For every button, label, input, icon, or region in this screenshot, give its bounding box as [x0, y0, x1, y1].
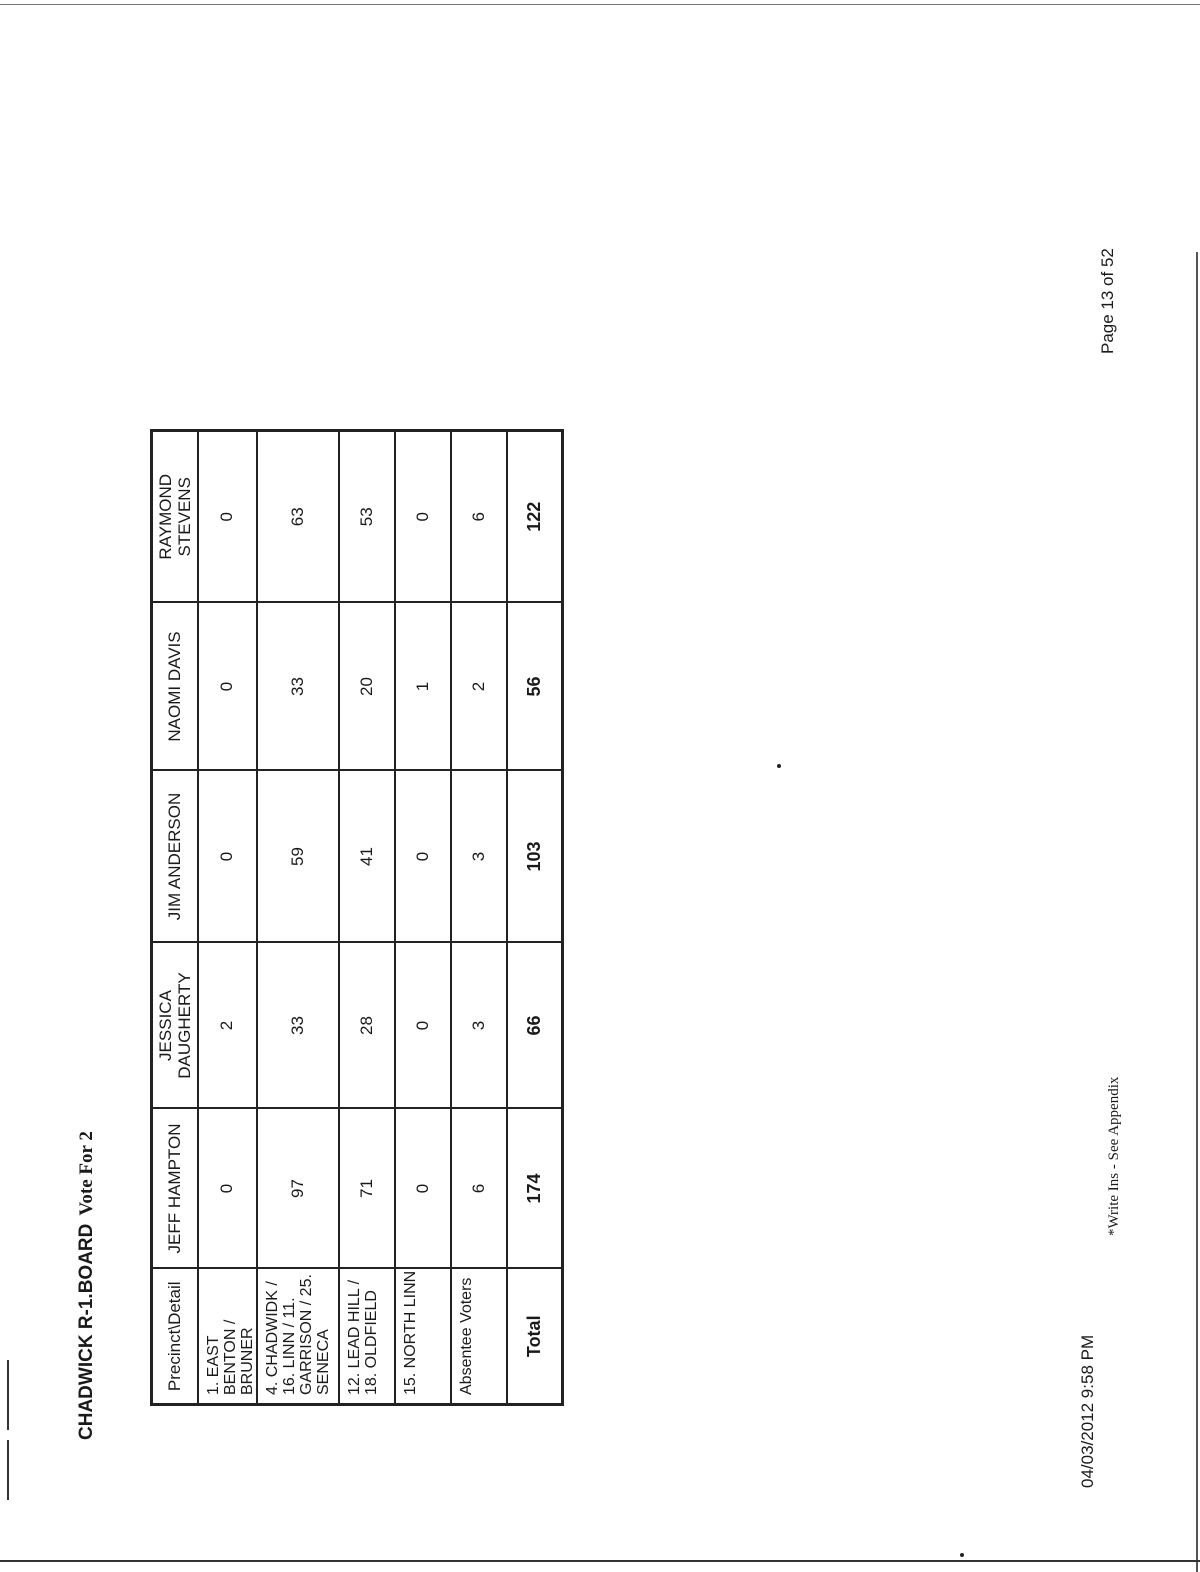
vote-cell: 2 — [198, 943, 257, 1109]
column-header: NAOMI DAVIS — [152, 603, 198, 771]
vote-cell: 2 — [451, 603, 507, 771]
contest-name: CHADWICK R-1.BOARD — [76, 1223, 97, 1440]
vote-cell: 71 — [339, 1109, 395, 1269]
column-header: JEFF HAMPTON — [152, 1109, 198, 1269]
column-header: JESSICA DAUGHERTY — [152, 943, 198, 1109]
total-cell: 103 — [507, 771, 563, 943]
column-header: JIM ANDERSON — [152, 771, 198, 943]
vote-cell: 33 — [257, 603, 339, 771]
table-row — [257, 431, 339, 1405]
table-row — [395, 431, 451, 1405]
vote-cell: 0 — [395, 431, 451, 603]
vote-cell: 20 — [339, 603, 395, 771]
total-label: Total — [507, 1269, 563, 1405]
vote-cell: 97 — [257, 1109, 339, 1269]
column-header: Precinct\Detail — [152, 1269, 198, 1405]
report-datetime: 04/03/2012 9:58 PM — [1078, 1334, 1097, 1488]
table-row — [451, 431, 507, 1405]
precinct-cell: 12. LEAD HILL / 18. OLDFIELD — [339, 1269, 395, 1405]
report-title — [76, 1131, 98, 1440]
vote-cell: 59 — [257, 771, 339, 943]
page-number: Page 13 of 52 — [1098, 248, 1117, 354]
column-header: RAYMOND STEVENS — [152, 431, 198, 603]
table-row — [339, 431, 395, 1405]
total-cell: 56 — [507, 603, 563, 771]
vote-cell: 41 — [339, 771, 395, 943]
total-row — [507, 431, 563, 1405]
vote-cell: 1 — [395, 603, 451, 771]
vote-for-label: Vote For 2 — [76, 1131, 97, 1216]
vote-cell: 3 — [451, 943, 507, 1109]
vote-cell: 0 — [395, 943, 451, 1109]
vote-cell: 0 — [198, 431, 257, 603]
vote-cell: 0 — [395, 771, 451, 943]
precinct-cell: 4. CHADWIDK / 16. LINN / 11. GARRISON / 25. SENECA — [257, 1269, 339, 1405]
total-cell: 122 — [507, 431, 563, 603]
vote-cell: 6 — [451, 1109, 507, 1269]
vote-cell: 0 — [395, 1109, 451, 1269]
total-cell: 66 — [507, 943, 563, 1109]
vote-cell: 0 — [198, 603, 257, 771]
precinct-cell: Absentee Voters — [451, 1269, 507, 1405]
vote-cell: 0 — [198, 1109, 257, 1269]
results-table — [150, 429, 564, 1406]
vote-cell: 63 — [257, 431, 339, 603]
vote-cell: 6 — [451, 431, 507, 603]
table-row — [198, 431, 257, 1405]
vote-cell: 33 — [257, 943, 339, 1109]
vote-cell: 3 — [451, 771, 507, 943]
header-row — [152, 431, 198, 1405]
vote-cell: 28 — [339, 943, 395, 1109]
write-ins-note: *Write Ins - See Appendix — [1106, 1076, 1122, 1236]
vote-cell: 53 — [339, 431, 395, 603]
precinct-cell: 15. NORTH LINN — [395, 1269, 451, 1405]
total-cell: 174 — [507, 1109, 563, 1269]
precinct-cell: 1. EAST BENTON / BRUNER — [198, 1269, 257, 1405]
vote-cell: 0 — [198, 771, 257, 943]
